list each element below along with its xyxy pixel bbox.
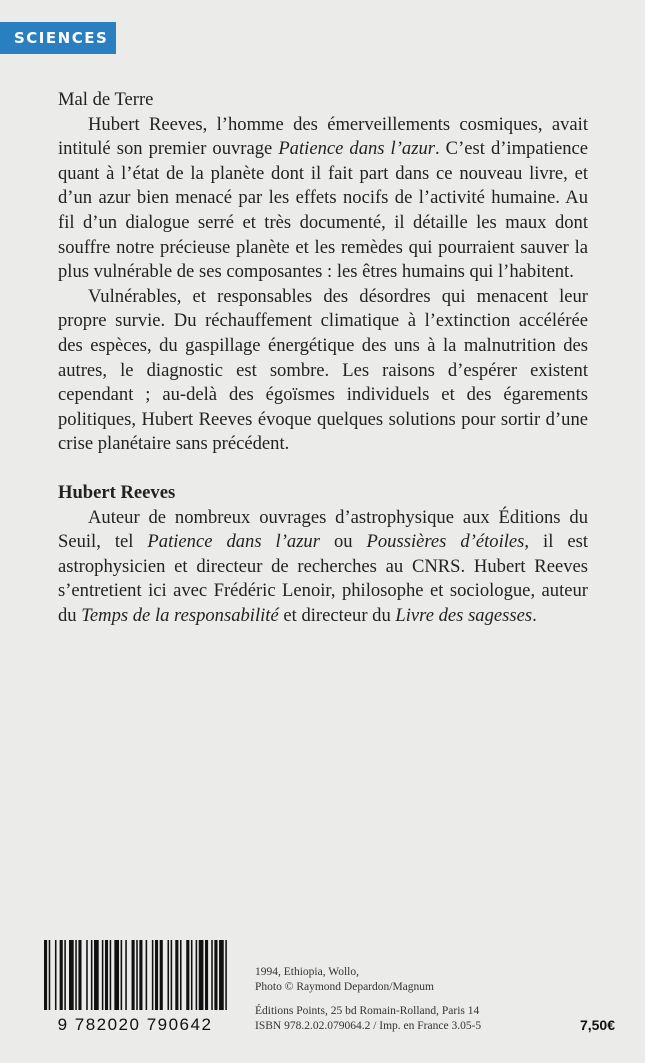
barcode-bar bbox=[102, 940, 104, 1010]
caption-line-1: 1994, Ethiopia, Wollo, bbox=[255, 966, 359, 978]
barcode-bar bbox=[191, 940, 193, 1010]
barcode-bar bbox=[114, 940, 119, 1010]
caption-line-2: Photo © Raymond Depardon/Magnum bbox=[255, 981, 434, 993]
barcode-bar bbox=[152, 940, 154, 1010]
back-cover-text bbox=[58, 88, 588, 628]
barcode-bar bbox=[139, 940, 142, 1010]
barcode-bar bbox=[69, 940, 74, 1010]
barcode-bar bbox=[110, 940, 112, 1010]
section2-body bbox=[58, 506, 588, 629]
barcode-bar bbox=[175, 940, 178, 1010]
barcode-bar bbox=[199, 940, 204, 1010]
barcode-bar bbox=[60, 940, 63, 1010]
isbn-barcode bbox=[30, 938, 240, 1034]
paragraph: Vulnérables, et responsables des désordres qui menacent leur propre survie. Du réchauffement climatique à l’extinction accélérée des espèces, du gaspillage énergétique des uns à la malnutrition des autres, le diagnostic est sombre. Les raisons d’espérer existent cependant ; au-delà des égoïsmes individuels et des égarements politiques, Hubert Reeves évoque quelques solutions pour sortir d’une crise planétaire sans précédent. bbox=[58, 285, 588, 455]
photo-caption bbox=[255, 965, 434, 995]
barcode-bar bbox=[55, 940, 57, 1010]
barcode-bar bbox=[94, 940, 99, 1010]
barcode-digits: 9 782020 790642 bbox=[57, 1015, 213, 1034]
barcode-bar bbox=[171, 940, 173, 1010]
barcode-bar bbox=[49, 940, 51, 1010]
category-banner bbox=[0, 22, 116, 54]
barcode-bar bbox=[196, 940, 198, 1010]
barcode-bar bbox=[136, 940, 138, 1010]
barcode-bar bbox=[186, 940, 189, 1010]
barcode-bar bbox=[91, 940, 93, 1010]
barcode-bar bbox=[78, 940, 81, 1010]
barcode-bar bbox=[64, 940, 66, 1010]
barcode-bar bbox=[146, 940, 148, 1010]
barcode-bar bbox=[75, 940, 77, 1010]
section1-body bbox=[58, 113, 588, 457]
barcode-bar bbox=[86, 940, 88, 1010]
paragraph: Auteur de nombreux ouvrages d’astrophysique aux Éditions du Seuil, tel Patience dans l’azur ou Poussières d’étoiles, il est astrophysicien et directeur de recherches au CNRS. Hubert Reeves s’entretient ici avec Frédéric Lenoir, philosophe et sociologue, auteur du Temps de la responsabilité et directeur du Livre des sagesses. bbox=[58, 506, 588, 626]
category-label: SCIENCES bbox=[14, 29, 109, 47]
publisher-info bbox=[255, 1004, 481, 1034]
barcode-bar bbox=[167, 940, 169, 1010]
price-label: 7,50€ bbox=[579, 1017, 615, 1033]
barcode-bar bbox=[132, 940, 135, 1010]
barcode-bar bbox=[44, 940, 47, 1010]
barcode-bars bbox=[44, 940, 227, 1010]
barcode-bar bbox=[155, 940, 158, 1010]
publisher-line-2: ISBN 978.2.02.079064.2 / Imp. en France 3.05-5 bbox=[255, 1020, 482, 1032]
barcode-bar bbox=[225, 940, 227, 1010]
publisher-line-1: Éditions Points, 25 bd Romain-Rolland, Paris 14 bbox=[255, 1005, 480, 1017]
barcode-bar bbox=[160, 940, 163, 1010]
barcode-bar bbox=[121, 940, 123, 1010]
barcode-bar bbox=[205, 940, 208, 1010]
barcode-bar bbox=[105, 940, 108, 1010]
paragraph: Hubert Reeves, l’homme des émerveillements cosmiques, avait intitulé son premier ouvrage Patience dans l’azur. C’est d’impatience quant à l’état de la planète dont il fait part dans ce nouveau livre, et d’un azur bien menacé par les effets nocifs de l’activité humaine. Au fil d’un dialogue serré et très documenté, il détaille les maux dont souffre notre précieuse planète et les remèdes qui pourraient sauver la plus vulnérable de ses composantes : les êtres humains qui l’habitent. bbox=[58, 113, 588, 283]
section-heading-author: Hubert Reeves bbox=[58, 481, 176, 503]
barcode-bar bbox=[219, 940, 224, 1010]
section-heading-mal-de-terre: Mal de Terre bbox=[58, 89, 154, 110]
barcode-bar bbox=[211, 940, 213, 1010]
barcode-bar bbox=[180, 940, 182, 1010]
barcode-bar bbox=[214, 940, 217, 1010]
barcode-bar bbox=[125, 940, 127, 1010]
